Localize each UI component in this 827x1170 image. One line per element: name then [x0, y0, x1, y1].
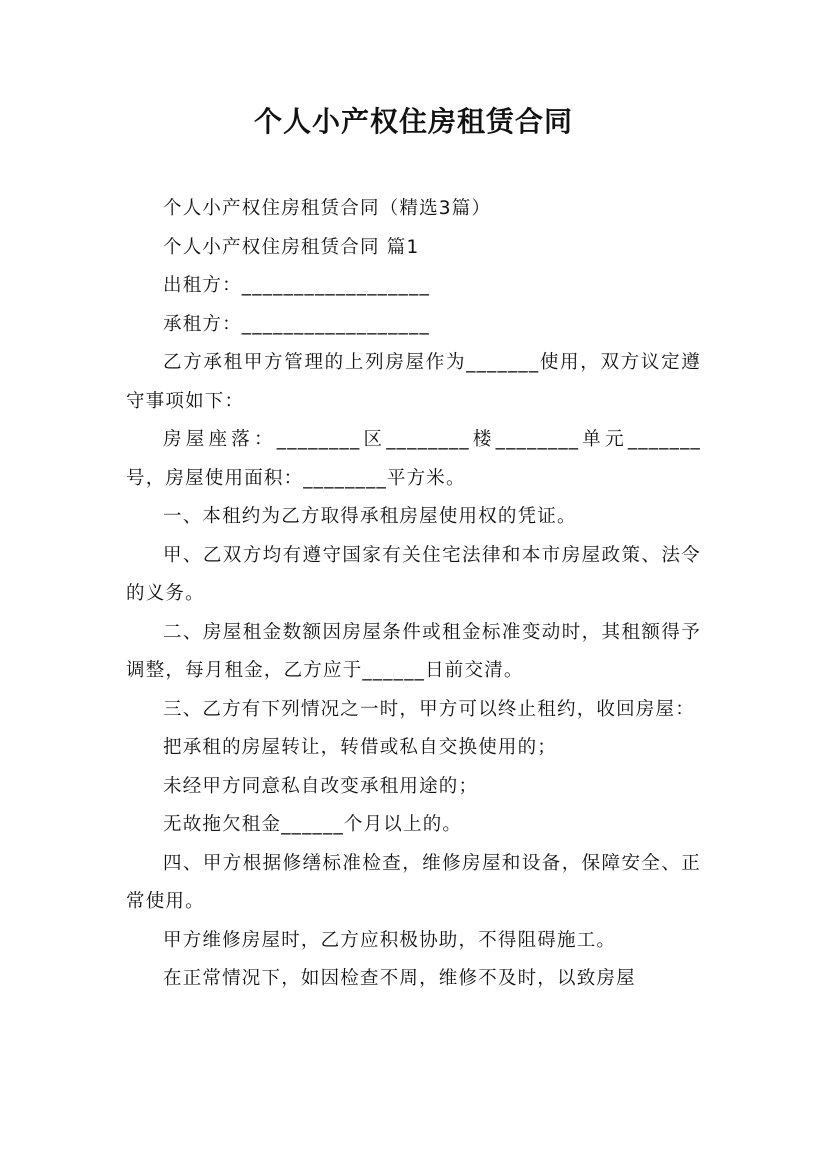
paragraph-obligations: 甲、乙双方均有遵守国家有关住宅法律和本市房屋政策、法令的义务。 — [126, 544, 701, 604]
paragraph-condition-2: 未经甲方同意私自改变承租用途的； — [163, 775, 479, 797]
paragraph-clause-3: 三、乙方有下列情况之一时，甲方可以终止租约，收回房屋： — [163, 698, 695, 720]
document-body — [126, 190, 701, 999]
paragraph-lessor: 出租方：__________________ — [163, 275, 430, 296]
paragraph-clause-1: 一、本租约为乙方取得承租房屋使用权的凭证。 — [163, 506, 577, 527]
paragraph-clause-2: 二、房屋租金数额因房屋条件或租金标准变动时，其租额得予调整，每月租金，乙方应于______日前交清。 — [126, 621, 701, 681]
paragraph-condition-3: 无故拖欠租金______个月以上的。 — [163, 814, 463, 835]
paragraph-condition-1: 把承租的房屋转让，转借或私自交换使用的； — [163, 737, 558, 758]
paragraph-section-heading: 个人小产权住房租赁合同 篇1 — [163, 236, 420, 258]
document-title: 个人小产权住房租赁合同 — [253, 105, 573, 138]
paragraph-clause-4: 四、甲方根据修缮标准检查，维修房屋和设备，保障安全、正常使用。 — [126, 852, 701, 912]
paragraph-repair-cooperation: 甲方维修房屋时，乙方应积极协助，不得阻碍施工。 — [163, 929, 617, 951]
paragraph-lessee: 承租方：__________________ — [163, 313, 430, 335]
paragraph-subtitle: 个人小产权住房租赁合同（精选3篇） — [163, 198, 492, 219]
paragraph-location: 房屋座落：________区________楼________单元_______号，房屋使用面积：________平方米。 — [126, 429, 701, 489]
paragraph-normal-conditions: 在正常情况下，如因检查不周，维修不及时，以致房屋 — [163, 968, 636, 989]
paragraph-usage: 乙方承租甲方管理的上列房屋作为_______使用，双方议定遵守事项如下： — [126, 352, 701, 412]
